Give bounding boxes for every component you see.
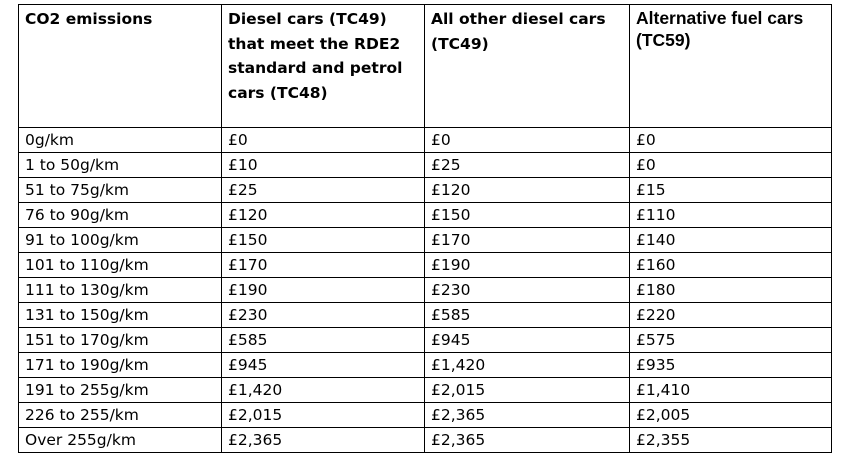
co2-band-cell: 76 to 90g/km [19,203,222,228]
diesel-rde2-petrol-rate-cell: £120 [222,203,425,228]
table-row [19,428,832,453]
column-header-other-diesel: All other diesel cars (TC49) [425,5,630,128]
alternative-fuel-rate-cell: £575 [630,328,832,353]
table-row [19,128,832,153]
co2-band-cell: 0g/km [19,128,222,153]
alternative-fuel-rate-cell: £0 [630,128,832,153]
diesel-rde2-petrol-rate-cell: £945 [222,353,425,378]
column-header-co2-emissions: CO2 emissions [19,5,222,128]
other-diesel-rate-cell: £230 [425,278,630,303]
table-row [19,203,832,228]
diesel-rde2-petrol-rate-cell: £2,365 [222,428,425,453]
table-body [19,128,832,453]
diesel-rde2-petrol-rate-cell: £230 [222,303,425,328]
other-diesel-rate-cell: £945 [425,328,630,353]
other-diesel-rate-cell: £1,420 [425,353,630,378]
table-row [19,253,832,278]
co2-band-cell: 171 to 190g/km [19,353,222,378]
co2-band-cell: 91 to 100g/km [19,228,222,253]
alternative-fuel-rate-cell: £220 [630,303,832,328]
header-row [19,5,832,128]
other-diesel-rate-cell: £585 [425,303,630,328]
diesel-rde2-petrol-rate-cell: £190 [222,278,425,303]
alternative-fuel-rate-cell: £1,410 [630,378,832,403]
co2-band-cell: 151 to 170g/km [19,328,222,353]
table-row [19,178,832,203]
alternative-fuel-rate-cell: £0 [630,153,832,178]
alternative-fuel-rate-cell: £15 [630,178,832,203]
diesel-rde2-petrol-rate-cell: £10 [222,153,425,178]
other-diesel-rate-cell: £2,015 [425,378,630,403]
column-header-diesel-rde2-petrol: Diesel cars (TC49) that meet the RDE2 standard and petrol cars (TC48) [222,5,425,128]
table-row [19,303,832,328]
diesel-rde2-petrol-rate-cell: £0 [222,128,425,153]
alternative-fuel-rate-cell: £140 [630,228,832,253]
alternative-fuel-rate-cell: £2,005 [630,403,832,428]
diesel-rde2-petrol-rate-cell: £150 [222,228,425,253]
table-row [19,278,832,303]
other-diesel-rate-cell: £2,365 [425,428,630,453]
other-diesel-rate-cell: £0 [425,128,630,153]
co2-band-cell: 191 to 255g/km [19,378,222,403]
table-row [19,403,832,428]
diesel-rde2-petrol-rate-cell: £25 [222,178,425,203]
alternative-fuel-rate-cell: £110 [630,203,832,228]
co2-band-cell: 1 to 50g/km [19,153,222,178]
table-row [19,353,832,378]
co2-band-cell: 101 to 110g/km [19,253,222,278]
alternative-fuel-rate-cell: £180 [630,278,832,303]
co2-band-cell: 111 to 130g/km [19,278,222,303]
other-diesel-rate-cell: £170 [425,228,630,253]
alternative-fuel-rate-cell: £2,355 [630,428,832,453]
co2-band-cell: 131 to 150g/km [19,303,222,328]
table-row [19,378,832,403]
alternative-fuel-rate-cell: £160 [630,253,832,278]
co2-band-cell: 51 to 75g/km [19,178,222,203]
other-diesel-rate-cell: £25 [425,153,630,178]
diesel-rde2-petrol-rate-cell: £2,015 [222,403,425,428]
other-diesel-rate-cell: £150 [425,203,630,228]
co2-band-cell: Over 255g/km [19,428,222,453]
table-header [19,5,832,128]
other-diesel-rate-cell: £2,365 [425,403,630,428]
other-diesel-rate-cell: £120 [425,178,630,203]
diesel-rde2-petrol-rate-cell: £585 [222,328,425,353]
table-row [19,228,832,253]
alternative-fuel-rate-cell: £935 [630,353,832,378]
co2-band-cell: 226 to 255/km [19,403,222,428]
diesel-rde2-petrol-rate-cell: £170 [222,253,425,278]
column-header-alternative-fuel: Alternative fuel cars (TC59) [630,5,832,128]
table-row [19,328,832,353]
vehicle-tax-rates-table [18,4,832,453]
table-row [19,153,832,178]
diesel-rde2-petrol-rate-cell: £1,420 [222,378,425,403]
other-diesel-rate-cell: £190 [425,253,630,278]
